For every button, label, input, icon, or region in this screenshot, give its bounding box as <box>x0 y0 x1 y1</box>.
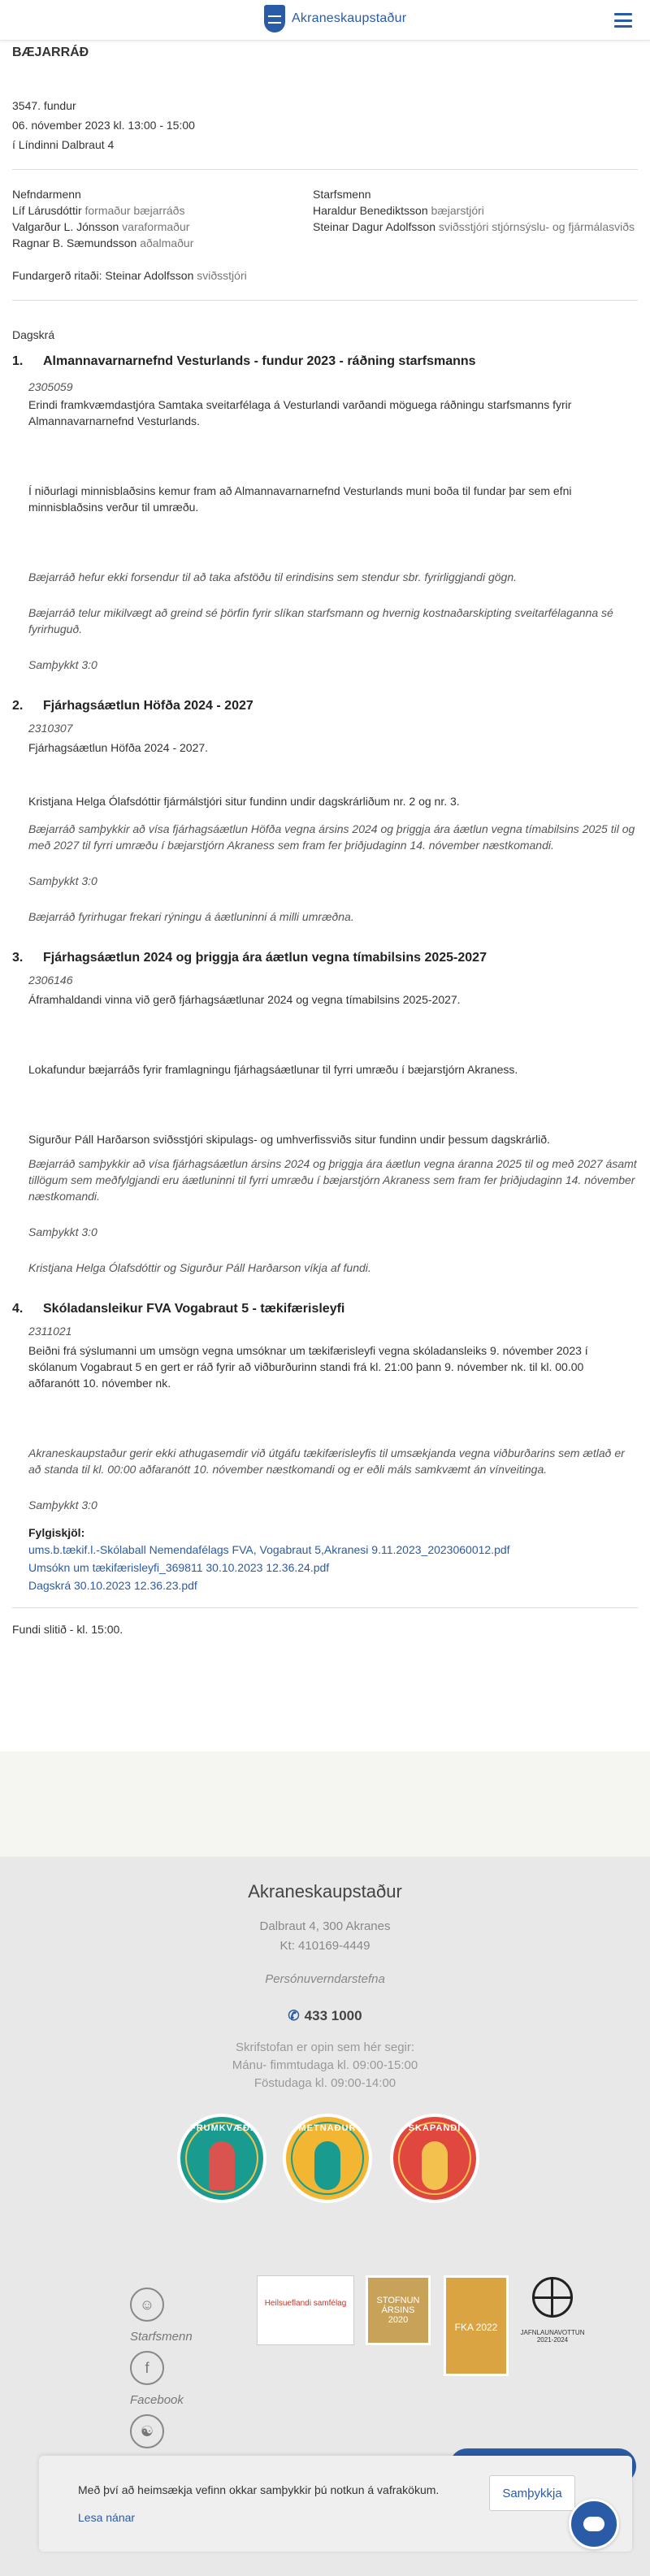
case-number: 2306146 <box>28 974 73 987</box>
divider <box>12 169 638 170</box>
paragraph: Bæjarráð samþykkir að vísa fjárhagsáætlun ársins 2024 og þriggja ára áætlun vegna áranna 2025 til og með 2027 ásamt tillögum sem meðfylgjandi eru áætluninni til fyrri umræðu í bæjarstjórn Akraness sem fram fer þriðjudaginn 14. nóvember næstkomandi. <box>28 1157 637 1203</box>
staff-link[interactable]: ☺ Starfsmenn <box>130 2288 228 2344</box>
footer-address: Dalbraut 4, 300 Akranes Kt: 410169-4449 <box>259 1919 391 1953</box>
opening-hours: Skrifstofan er opin sem hér segir: Mánu- fimmtudaga kl. 09:00-15:00 Föstudaga kl. 09:00-14:00 <box>232 2040 418 2090</box>
facebook-link[interactable]: f Facebook <box>130 2351 228 2407</box>
case-number: 2310307 <box>28 722 73 735</box>
cookie-read-more[interactable]: Lesa nánar <box>78 2511 136 2524</box>
member-row: Valgarður L. Jónsson varaformaður <box>12 220 190 233</box>
vote-result: Samþykkt 3:0 <box>28 874 98 887</box>
case-number: 2311021 <box>28 1325 72 1338</box>
agenda-item-title: 1. Almannavarnarnefnd Vesturlands - fundur 2023 - ráðning starfsmanns <box>12 354 476 368</box>
agenda-item <box>12 1300 638 1594</box>
privacy-link[interactable]: Persónuverndarstefna <box>265 1972 385 1986</box>
staff-row: Haraldur Benediktsson bæjarstjóri <box>313 204 484 217</box>
meeting-number: 3547. fundur <box>12 99 76 112</box>
agenda-item <box>12 353 638 673</box>
facebook-icon: f <box>130 2351 164 2385</box>
paragraph: Bæjarráð fyrirhugar frekari rýningu á áætluninni á milli umræðna. <box>28 910 354 923</box>
hamburger-icon[interactable] <box>614 13 632 28</box>
org-icon: ☯ <box>130 2414 164 2448</box>
cookie-text: Með því að heimsækja vefinn okkar samþykkir þú notkun á vafrakökum. <box>78 2483 440 2496</box>
equal-pay-icon[interactable]: JAFNLAUNAVOTTUN 2021-2024 <box>520 2275 585 2348</box>
badge-skapandi: SKAPANDI <box>390 2114 479 2203</box>
vote-result: Samþykkt 3:0 <box>28 1498 98 1511</box>
agenda-item-title: 3. Fjárhagsáætlun 2024 og þriggja ára áætlun vegna tímabilsins 2025-2027 <box>12 951 487 965</box>
meeting-info <box>12 96 638 154</box>
meeting-closing: Fundi slitið - kl. 15:00. <box>12 1623 124 1636</box>
town-crest-icon <box>264 5 285 33</box>
committee-members <box>12 186 313 251</box>
staff-row: Steinar Dagur Adolfsson sviðsstjóri stjórnsýslu- og fjármálasviðs <box>313 220 635 233</box>
agenda-heading: Dagskrá <box>12 328 55 341</box>
logo-text: Akraneskaupstaður <box>292 11 407 25</box>
chat-icon[interactable] <box>569 2499 619 2549</box>
divider <box>12 1607 638 1608</box>
paragraph: Kristjana Helga Ólafsdóttir fjármálstjóri situr fundinn undir dagskrárliðum nr. 2 og nr. 3. <box>28 795 460 808</box>
agenda-item-title: 4. Skóladansleikur FVA Vogabraut 5 - tækifærisleyfi <box>12 1302 345 1316</box>
divider <box>12 300 638 301</box>
attachment-link[interactable]: ums.b.tækif.l.-Skólaball Nemendafélags FVA, Vogabraut 5,Akranesi 9.11.2023_2023060012.pdf <box>28 1543 510 1556</box>
staff-heading: Starfsmenn <box>313 188 371 201</box>
phone-icon: ✆ <box>288 2008 300 2023</box>
paragraph: Kristjana Helga Ólafsdóttir og Sigurður Páll Harðarson víkja af fundi. <box>28 1261 371 1274</box>
agenda-item <box>12 949 638 1276</box>
attachment-link[interactable]: Dagskrá 30.10.2023 12.36.23.pdf <box>28 1579 197 1592</box>
meeting-location: í Líndinni Dalbraut 4 <box>12 138 115 151</box>
footer-title: Akraneskaupstaður <box>248 1881 402 1902</box>
institution-award-icon[interactable]: STOFNUN ÁRSINS 2020 <box>366 2275 431 2345</box>
paragraph: Bæjarráð samþykkir að vísa fjárhagsáætlun Höfða vegna ársins 2024 og þriggja ára áætlun vegna tímabilsins 2025 til og með 2027 til fyrri umræðu í bæjarstjórn Akraness sem fram fer þriðjudaginn 14. nóvember næstkomandi. <box>28 822 635 852</box>
committee-heading: Nefndarmenn <box>12 188 81 201</box>
badge-metnadur: METNAÐUR <box>283 2114 372 2203</box>
member-row: Ragnar B. Sæmundsson aðalmaður <box>12 236 194 249</box>
cookie-banner <box>39 2456 632 2552</box>
badge-frumkvaedi: FRUMKVÆÐI <box>177 2114 266 2203</box>
paragraph: Bæjarráð telur mikilvægt að greind sé þörfin fyrir slíkan starfsmann og hvernig kostnaðarskipting sveitarfélaganna sé fyrirhuguð. <box>28 606 613 635</box>
paragraph: Beiðni frá sýslumanni um umsögn vegna umsóknar um tækifærisleyfi vegna skóladansleiks 9. nóvember 2023 í skólanum Vogabraut 5 en gert er ráð fyrir að viðburðurinn standi frá kl. 21:00 þann 9. nóvember nk. til kl. 00.00 aðfaranótt 10. nóvember nk. <box>28 1344 588 1390</box>
footer-phone[interactable]: ✆ 433 1000 <box>288 2008 362 2023</box>
page-title: BÆJARRÁÐ <box>12 46 89 59</box>
health-logo-icon[interactable]: Heilsueflandi samfélag <box>257 2275 354 2345</box>
meeting-datetime: 06. nóvember 2023 kl. 13:00 - 15:00 <box>12 119 195 132</box>
paragraph: Áframhaldandi vinna við gerð fjárhagsáætlunar 2024 og vegna tímabilsins 2025-2027. <box>28 993 461 1006</box>
attachment-link[interactable]: Umsókn um tækifærisleyfi_369811 30.10.2023 12.36.24.pdf <box>28 1561 330 1574</box>
attendees <box>12 186 638 251</box>
minutes-taker: Fundargerð ritaði: Steinar Adolfsson sviðsstjóri <box>12 269 247 282</box>
user-icon: ☺ <box>130 2288 164 2322</box>
agenda-item-title: 2. Fjárhagsáætlun Höfða 2024 - 2027 <box>12 699 254 713</box>
paragraph: Sigurður Páll Harðarson sviðsstjóri skipulags- og umhverfissviðs situr fundinn undir þessum dagskrárlið. <box>28 1133 550 1146</box>
case-number: 2305059 <box>28 380 73 393</box>
attachments-heading: Fylgiskjöl: <box>28 1526 85 1539</box>
vote-result: Samþykkt 3:0 <box>28 1225 98 1238</box>
cookie-accept-button[interactable]: Samþykkja <box>489 2475 575 2511</box>
paragraph: Erindi framkvæmdastjóra Samtaka sveitarfélaga á Vesturlandi varðandi möguega ráðningu starfsmanns fyrir Almannavarnarnefnd Vesturlands. <box>28 398 572 427</box>
member-row: Líf Lárusdóttir formaður bæjarráðs <box>12 204 185 217</box>
main-content <box>12 41 638 1637</box>
staff-members <box>313 186 638 251</box>
agenda-item <box>12 697 638 925</box>
fka-award-icon[interactable]: FKA 2022 <box>444 2275 509 2376</box>
paragraph: Akraneskaupstaður gerir ekki athugasemdir við útgáfu tækifærisleyfis til umsækjanda vegna viðburðarins sem ætlað er að standa til kl. 00:00 aðfaranótt 10. nóvember næstkomandi og er eðli máls samkvæmt án vínveitinga. <box>28 1446 625 1476</box>
site-logo[interactable] <box>264 5 406 33</box>
paragraph: Í niðurlagi minnisblaðsins kemur fram að Almannavarnarnefnd Vesturlands muni boða til fundar þar sem efni minnisblaðsins verður til umræðu. <box>28 484 572 514</box>
paragraph: Fjárhagsáætlun Höfða 2024 - 2027. <box>28 741 209 754</box>
top-navigation <box>0 0 650 41</box>
vote-result: Samþykkt 3:0 <box>28 658 98 671</box>
paragraph: Lokafundur bæjarráðs fyrir framlagningu fjárhagsáætlunar til fyrri umræðu í bæjarstjórn Akraness. <box>28 1063 518 1076</box>
footer-spacer <box>0 1751 650 1857</box>
paragraph: Bæjarráð hefur ekki forsendur til að taka afstöðu til erindisins sem stendur sbr. fyrirliggjandi gögn. <box>28 570 517 583</box>
